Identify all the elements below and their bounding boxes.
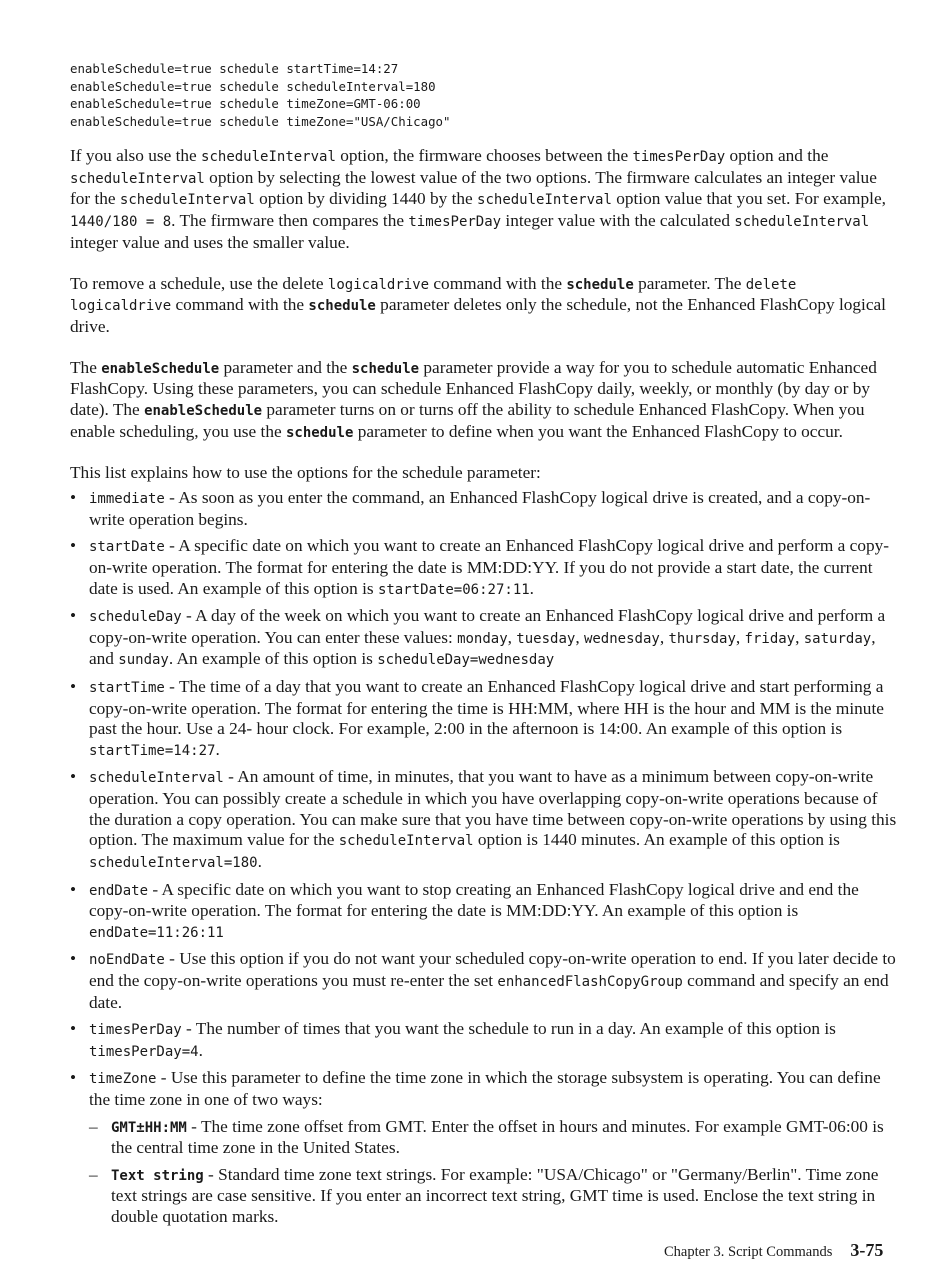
code-term: endDate=11:26:11: [89, 924, 224, 941]
text: To remove a schedule, use the delete: [70, 273, 328, 293]
text: ,: [575, 627, 584, 647]
code-term: monday: [457, 630, 508, 647]
paragraph-enable-schedule: [70, 358, 900, 444]
text: parameter turns on or turns off the ability to schedule Enhanced FlashCopy. When you enable scheduling, you use the: [70, 400, 865, 441]
code-term: friday: [744, 630, 796, 647]
text: - As soon as you enter the command, an Enhanced FlashCopy logical drive is created, and a copy-on-write operation begins.: [89, 488, 871, 529]
text: option and the: [725, 146, 829, 165]
code-example-block: [70, 60, 900, 130]
code-line: enableSchedule=true schedule timeZone="USA/Chicago": [70, 113, 451, 129]
code-term: wednesday: [583, 630, 660, 647]
text: option by dividing 1440 by the: [254, 189, 478, 209]
text: integer value with the calculated: [501, 211, 735, 231]
bullet-marker: •: [70, 606, 77, 626]
text: command with the: [429, 273, 567, 293]
text: command and specify an end date.: [89, 971, 889, 1012]
format-name: Text string: [111, 1167, 204, 1184]
bullet-marker: •: [70, 536, 77, 556]
parameter-name: enableSchedule: [144, 403, 263, 420]
text: If you also use the: [70, 146, 202, 165]
list-item-times-per-day: [70, 1019, 900, 1062]
option-name: timeZone: [89, 1071, 157, 1088]
text: parameter deletes only the schedule, not the Enhanced FlashCopy logical drive.: [70, 295, 886, 336]
list-item-schedule-day: [70, 606, 900, 671]
dash-marker: –: [89, 1116, 98, 1136]
list-item-no-end-date: [70, 949, 900, 1013]
option-name: scheduleDay: [89, 609, 182, 626]
text: - The time zone offset from GMT. Enter the offset in hours and minutes. For example GMT-06:00 is the central time zone in the United States.: [111, 1116, 884, 1158]
bullet-marker: •: [70, 676, 77, 696]
text: option value that you set. For example,: [611, 189, 886, 209]
list-intro: This list explains how to use the options for the schedule parameter:: [70, 463, 541, 483]
text: parameter. The: [633, 273, 746, 293]
code-line: enableSchedule=true schedule timeZone=GMT-06:00: [70, 96, 421, 111]
option-name: timesPerDay: [89, 1022, 182, 1039]
text: parameter provide a way for you to schedule automatic Enhanced FlashCopy. Using these parameters, you can schedule Enhanced FlashCopy daily, weekly, or monthly (by day or by date). The: [70, 357, 877, 420]
code-term: startTime=14:27: [89, 742, 216, 759]
parameter-name: schedule: [285, 424, 354, 441]
text: - Use this option if you do not want your scheduled copy-on-write operation to end. If you later decide to end the copy-on-write operations you must re-enter the set: [89, 949, 896, 991]
code-term: thursday: [668, 630, 736, 647]
bullet-marker: •: [70, 879, 77, 899]
text: ,: [735, 627, 745, 647]
text: integer value and uses the smaller value.: [70, 232, 350, 252]
text: option is 1440 minutes. An example of this option is: [473, 830, 840, 850]
text: option, the firmware chooses between the: [335, 146, 633, 165]
code-term: scheduleInterval: [477, 192, 612, 209]
bullet-marker: •: [70, 488, 77, 508]
text: parameter and the: [219, 357, 352, 377]
text: - A day of the week on which you want to create an Enhanced FlashCopy logical drive and perform a copy-on-write operation. You can enter these values:: [89, 606, 886, 647]
text: . The firmware then compares the: [171, 211, 409, 231]
format-name: GMT±HH:MM: [111, 1119, 187, 1136]
bullet-marker: •: [70, 1019, 77, 1039]
option-name: endDate: [89, 882, 149, 899]
list-item-end-date: [70, 880, 900, 944]
page-footer: [664, 1240, 883, 1261]
text: - The time of a day that you want to create an Enhanced FlashCopy logical drive and start performing a copy-on-write operation. The format for entering the time is HH:MM, where HH is the hour and MM is the minute past the hour. Use a 24- hour clock. For example, 2:00 in the afternoon is 14:00. An example of this option is: [89, 676, 884, 739]
text: .: [198, 1040, 203, 1060]
bullet-marker: •: [70, 949, 77, 969]
code-term: delete logicaldrive: [70, 276, 797, 315]
text: - A specific date on which you want to create an Enhanced FlashCopy logical drive and perform a copy-on-write operation. The format for entering the date is MM:DD:YY. If you do not provide a start date, the current date is used. An example of this option is: [89, 536, 889, 598]
text: - The number of times that you want the schedule to run in a day. An example of this option is: [181, 1019, 836, 1039]
text: - An amount of time, in minutes, that you want to have as a minimum between copy-on-write operation. You can possibly create a schedule in which you have overlapping copy-on-write operations because of the duration a copy operation. You can make sure that you have time between copy-on-write operations by using this option. The maximum value for the: [89, 767, 897, 850]
code-term: logicaldrive: [327, 276, 430, 293]
text: .: [529, 578, 534, 598]
code-term: scheduleInterval: [119, 192, 255, 209]
code-term: timesPerDay: [632, 149, 726, 165]
sublist-item-text-string: [89, 1165, 900, 1228]
code-term: 1440/180 = 8: [70, 214, 172, 231]
code-line: enableSchedule=true schedule startTime=14:27: [70, 61, 399, 76]
code-term: scheduleInterval: [70, 170, 205, 187]
text: - Use this parameter to define the time zone in which the storage subsystem is operating. You can define the time zone in one of two ways:: [89, 1068, 881, 1109]
paragraph-schedule-interval: [70, 146, 900, 254]
list-item-start-time: [70, 677, 900, 762]
option-name: scheduleInterval: [89, 770, 224, 787]
parameter-name: enableSchedule: [101, 360, 220, 377]
list-item-immediate: [70, 488, 900, 530]
time-zone-sublist: [89, 1117, 900, 1228]
code-term: saturday: [803, 630, 872, 647]
option-name: startTime: [89, 679, 165, 696]
text: command with the: [171, 295, 309, 315]
code-term: sunday: [118, 652, 169, 669]
text: ,: [659, 627, 669, 647]
paragraph-remove-schedule: [70, 274, 900, 338]
option-name: immediate: [89, 491, 165, 508]
text: - Standard time zone text strings. For example: "USA/Chicago" or "Germany/Berlin". Time zone text strings are case sensitive. If you enter an incorrect text string, GMT time is used. Enclose the text string in double quotation marks.: [111, 1164, 879, 1227]
code-term: scheduleInterval: [201, 149, 336, 165]
list-item-start-date: [70, 536, 900, 600]
code-line: enableSchedule=true schedule scheduleInterval=180: [70, 78, 436, 94]
code-term: scheduleInterval: [734, 214, 870, 231]
text: .: [215, 739, 220, 759]
code-term: timesPerDay: [408, 214, 502, 231]
schedule-options-list: [70, 488, 900, 1228]
list-item-schedule-interval: [70, 767, 900, 874]
code-term: scheduleDay=wednesday: [377, 652, 555, 669]
text: The: [70, 357, 102, 377]
code-term: scheduleInterval: [338, 833, 474, 850]
option-name: startDate: [89, 539, 165, 556]
code-term: tuesday: [516, 630, 576, 647]
bullet-marker: •: [70, 1068, 77, 1088]
code-term: scheduleInterval=180: [89, 855, 258, 872]
code-term: enhancedFlashCopyGroup: [497, 974, 683, 991]
dash-marker: –: [89, 1164, 98, 1184]
parameter-name: schedule: [308, 298, 376, 315]
page-content: [70, 60, 900, 1234]
text: , and: [89, 627, 876, 669]
text: . An example of this option is: [168, 649, 378, 669]
text: ,: [795, 627, 804, 647]
text: .: [257, 852, 262, 872]
text: parameter to define when you want the Enhanced FlashCopy to occur.: [353, 421, 843, 441]
text: - A specific date on which you want to stop creating an Enhanced FlashCopy logical drive and end the copy-on-write operation. The format for entering the date is MM:DD:YY. An example of this option is: [89, 879, 859, 921]
bullet-marker: •: [70, 767, 77, 787]
text: ,: [507, 627, 517, 647]
text: option by selecting the lowest value of the two options. The firmware calculates an integer value for the: [70, 167, 877, 209]
page-number: 3-75: [850, 1240, 884, 1260]
parameter-name: schedule: [351, 360, 420, 377]
option-name: noEndDate: [89, 952, 165, 969]
chapter-title: Chapter 3. Script Commands: [664, 1244, 833, 1260]
list-item-time-zone: [70, 1068, 900, 1228]
code-term: timesPerDay=4: [89, 1043, 199, 1060]
code-term: startDate=06:27:11: [377, 581, 530, 598]
parameter-name: schedule: [566, 276, 634, 293]
sublist-item-gmt-offset: [89, 1117, 900, 1159]
